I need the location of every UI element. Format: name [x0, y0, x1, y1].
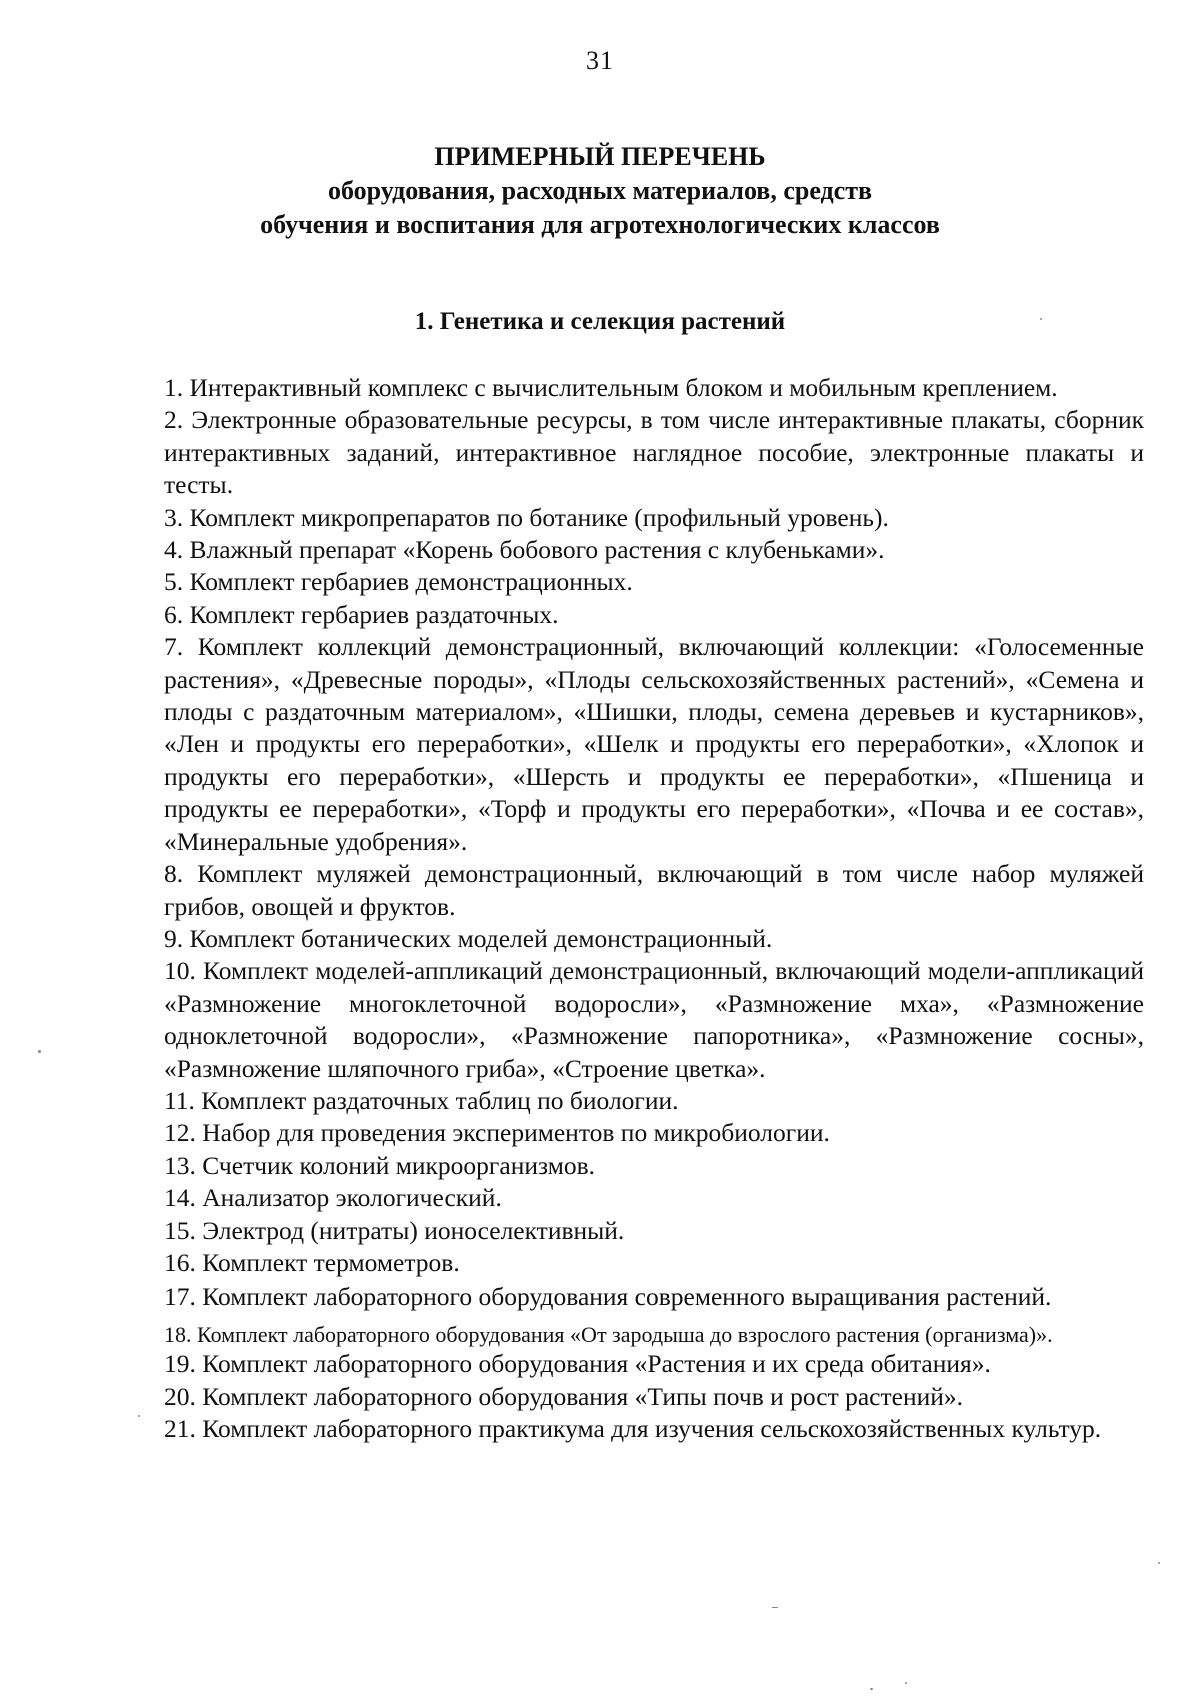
list-item: 7. Комплект коллекций демонстрационный, включающий коллекции: «Голосеменные растения», «Древесные породы», «Плоды сельскохозяйственных растений», «Семена и плоды с раздаточным материалом», «Шишки, плоды, семена деревьев и кустарников», «Лен и продукты его переработки», «Шелк и продукты его переработки», «Хлопок и продукты его переработки», «Шерсть и продукты ее переработки», «Пшеница и продукты ее переработки», «Торф и продукты его переработки», «Почва и ее состав», «Минеральные удобрения».: [164, 632, 1144, 856]
scan-speck: [905, 1682, 907, 1684]
list-item: 15. Электрод (нитраты) ионоселективный.: [164, 1215, 625, 1245]
scan-speck: [772, 1607, 778, 1608]
list-item: 9. Комплект ботанических моделей демонстрационный.: [164, 923, 773, 953]
list-item: 5. Комплект гербариев демонстрационных.: [164, 567, 633, 597]
scan-speck: [870, 1688, 873, 1690]
list-item: 2. Электронные образовательные ресурсы, в том числе интерактивные плакаты, сборник интерактивных заданий, интерактивное наглядное пособие, электронные плакаты и тесты.: [164, 405, 1144, 500]
equipment-list: [164, 372, 1144, 1446]
list-item: 3. Комплект микропрепаратов по ботанике (профильный уровень).: [164, 502, 889, 532]
list-item: 11. Комплект раздаточных таблиц по биологии.: [164, 1085, 679, 1115]
list-item: 21. Комплект лабораторного практикума для изучения сельскохозяйственных культур.: [164, 1414, 1102, 1444]
list-item: 18. Комплект лабораторного оборудования «От зародыша до взрослого растения (организма)».: [164, 1322, 1053, 1348]
document-title: [100, 140, 1100, 242]
list-item: 10. Комплект моделей-аппликаций демонстрационный, включающий модели-аппликаций «Размножение многоклеточной водоросли», «Размножение мха», «Размножение одноклеточной водоросли», «Размножение папоротника», «Размножение сосны», «Размножение шляпочного гриба», «Строение цветка».: [164, 956, 1144, 1083]
list-item: 4. Влажный препарат «Корень бобового растения с клубеньками».: [164, 535, 885, 565]
list-item: 20. Комплект лабораторного оборудования «Типы почв и рост растений».: [164, 1381, 964, 1411]
scan-speck: [138, 1415, 140, 1417]
scan-speck: [1158, 1562, 1160, 1564]
title-line-1: ПРИМЕРНЫЙ ПЕРЕЧЕНЬ: [434, 142, 766, 171]
page-number: 31: [586, 46, 614, 75]
list-item: 19. Комплект лабораторного оборудования «Растения и их среда обитания».: [164, 1349, 991, 1379]
title-line-2: оборудования, расходных материалов, средств: [327, 176, 873, 205]
list-item: 16. Комплект термометров.: [164, 1247, 460, 1277]
list-item: 12. Набор для проведения экспериментов по микробиологии.: [164, 1118, 830, 1148]
list-item: 17. Комплект лабораторного оборудования современного выращивания растений.: [164, 1282, 1052, 1312]
list-item: 1. Интерактивный комплекс с вычислительным блоком и мобильным креплением.: [164, 373, 1058, 402]
list-item: 14. Анализатор экологический.: [164, 1183, 502, 1213]
section-heading: 1. Генетика и селекция растений: [414, 308, 786, 335]
list-item: 13. Счетчик колоний микроорганизмов.: [164, 1150, 595, 1180]
list-item: 8. Комплект муляжей демонстрационный, включающий в том числе набор муляжей грибов, овощей и фруктов.: [164, 859, 1144, 921]
scan-speck: [1040, 318, 1042, 320]
scan-speck: [38, 1050, 41, 1053]
list-item: 6. Комплект гербариев раздаточных.: [164, 599, 559, 629]
title-line-3: обучения и воспитания для агротехнологических классов: [260, 210, 940, 239]
